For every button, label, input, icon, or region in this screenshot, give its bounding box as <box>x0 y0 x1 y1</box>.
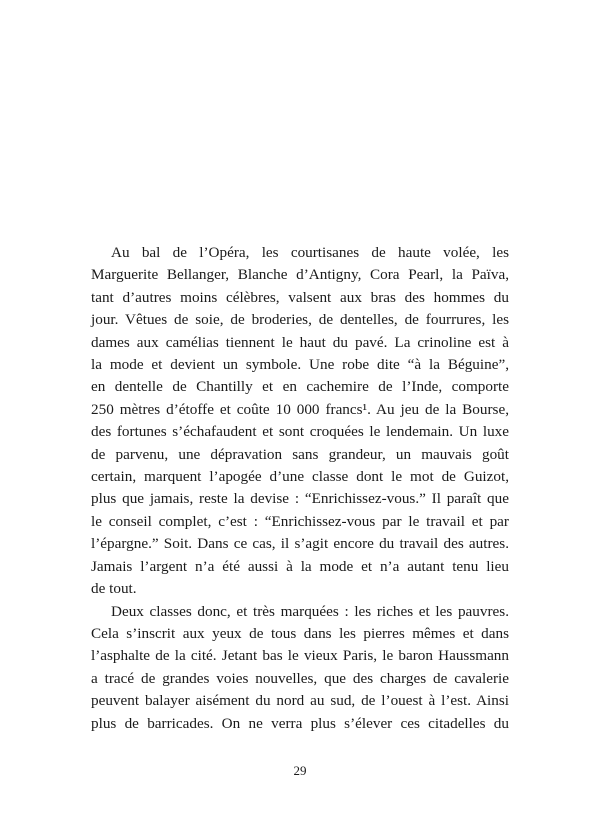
page-number: 29 <box>293 763 307 778</box>
body-text <box>91 242 509 735</box>
text-line: le conseil complet, c’est : “Enrichissez-vous par le travail et par <box>91 512 509 530</box>
text-line: de parvenu, une dépravation sans grandeur, un mauvais goût <box>91 445 509 463</box>
text-line: a tracé de grandes voies nouvelles, que des charges de cavalerie <box>91 669 509 687</box>
text-line: Au bal de l’Opéra, les courtisanes de haute volée, les <box>111 244 509 261</box>
text-line: 250 mètres d’étoffe et coûte 10 000 francs¹. Au jeu de la Bourse, <box>91 400 509 418</box>
text-line: plus de barricades. On ne verra plus s’élever ces citadelles du <box>91 714 509 732</box>
text-line: peuvent balayer aisément du nord au sud, de l’ouest à l’est. Ainsi <box>91 692 509 710</box>
text-line: des fortunes s’échafaudent et sont croquées le lendemain. Un luxe <box>91 423 509 441</box>
text-line: plus que jamais, reste la devise : “Enrichissez-vous.” Il paraît que <box>91 490 509 508</box>
text-line: l’épargne.” Soit. Dans ce cas, il s’agit encore du travail des autres. <box>91 535 509 553</box>
text-line: Deux classes donc, et très marquées : les riches et les pauvres. <box>111 602 509 620</box>
text-line: dames aux camélias tiennent le haut du pavé. La crinoline est à <box>91 333 509 351</box>
text-line: certain, marquent l’apogée d’une classe dont le mot de Guizot, <box>91 468 509 486</box>
text-line: jour. Vêtues de soie, de broderies, de dentelles, de fourrures, les <box>91 311 509 329</box>
paragraph-2 <box>91 601 509 735</box>
text-line: la mode et devient un symbole. Une robe dite “à la Béguine”, <box>91 356 509 374</box>
text-line: en dentelle de Chantilly et en cachemire de l’Inde, comporte <box>91 378 509 396</box>
text-line: de tout. <box>91 580 137 598</box>
text-line: tant d’autres moins célèbres, valsent aux bras des hommes du <box>91 288 509 306</box>
paragraph-1 <box>91 242 509 601</box>
text-line: Cela s’inscrit aux yeux de tous dans les pierres mêmes et dans <box>91 624 509 642</box>
text-line: l’asphalte de la cité. Jetant bas le vieux Paris, le baron Haussmann <box>91 647 509 665</box>
text-line: Marguerite Bellanger, Blanche d’Antigny, Cora Pearl, la Païva, <box>91 266 509 284</box>
text-line: Jamais l’argent n’a été aussi à la mode et n’a autant tenu lieu <box>91 557 509 575</box>
